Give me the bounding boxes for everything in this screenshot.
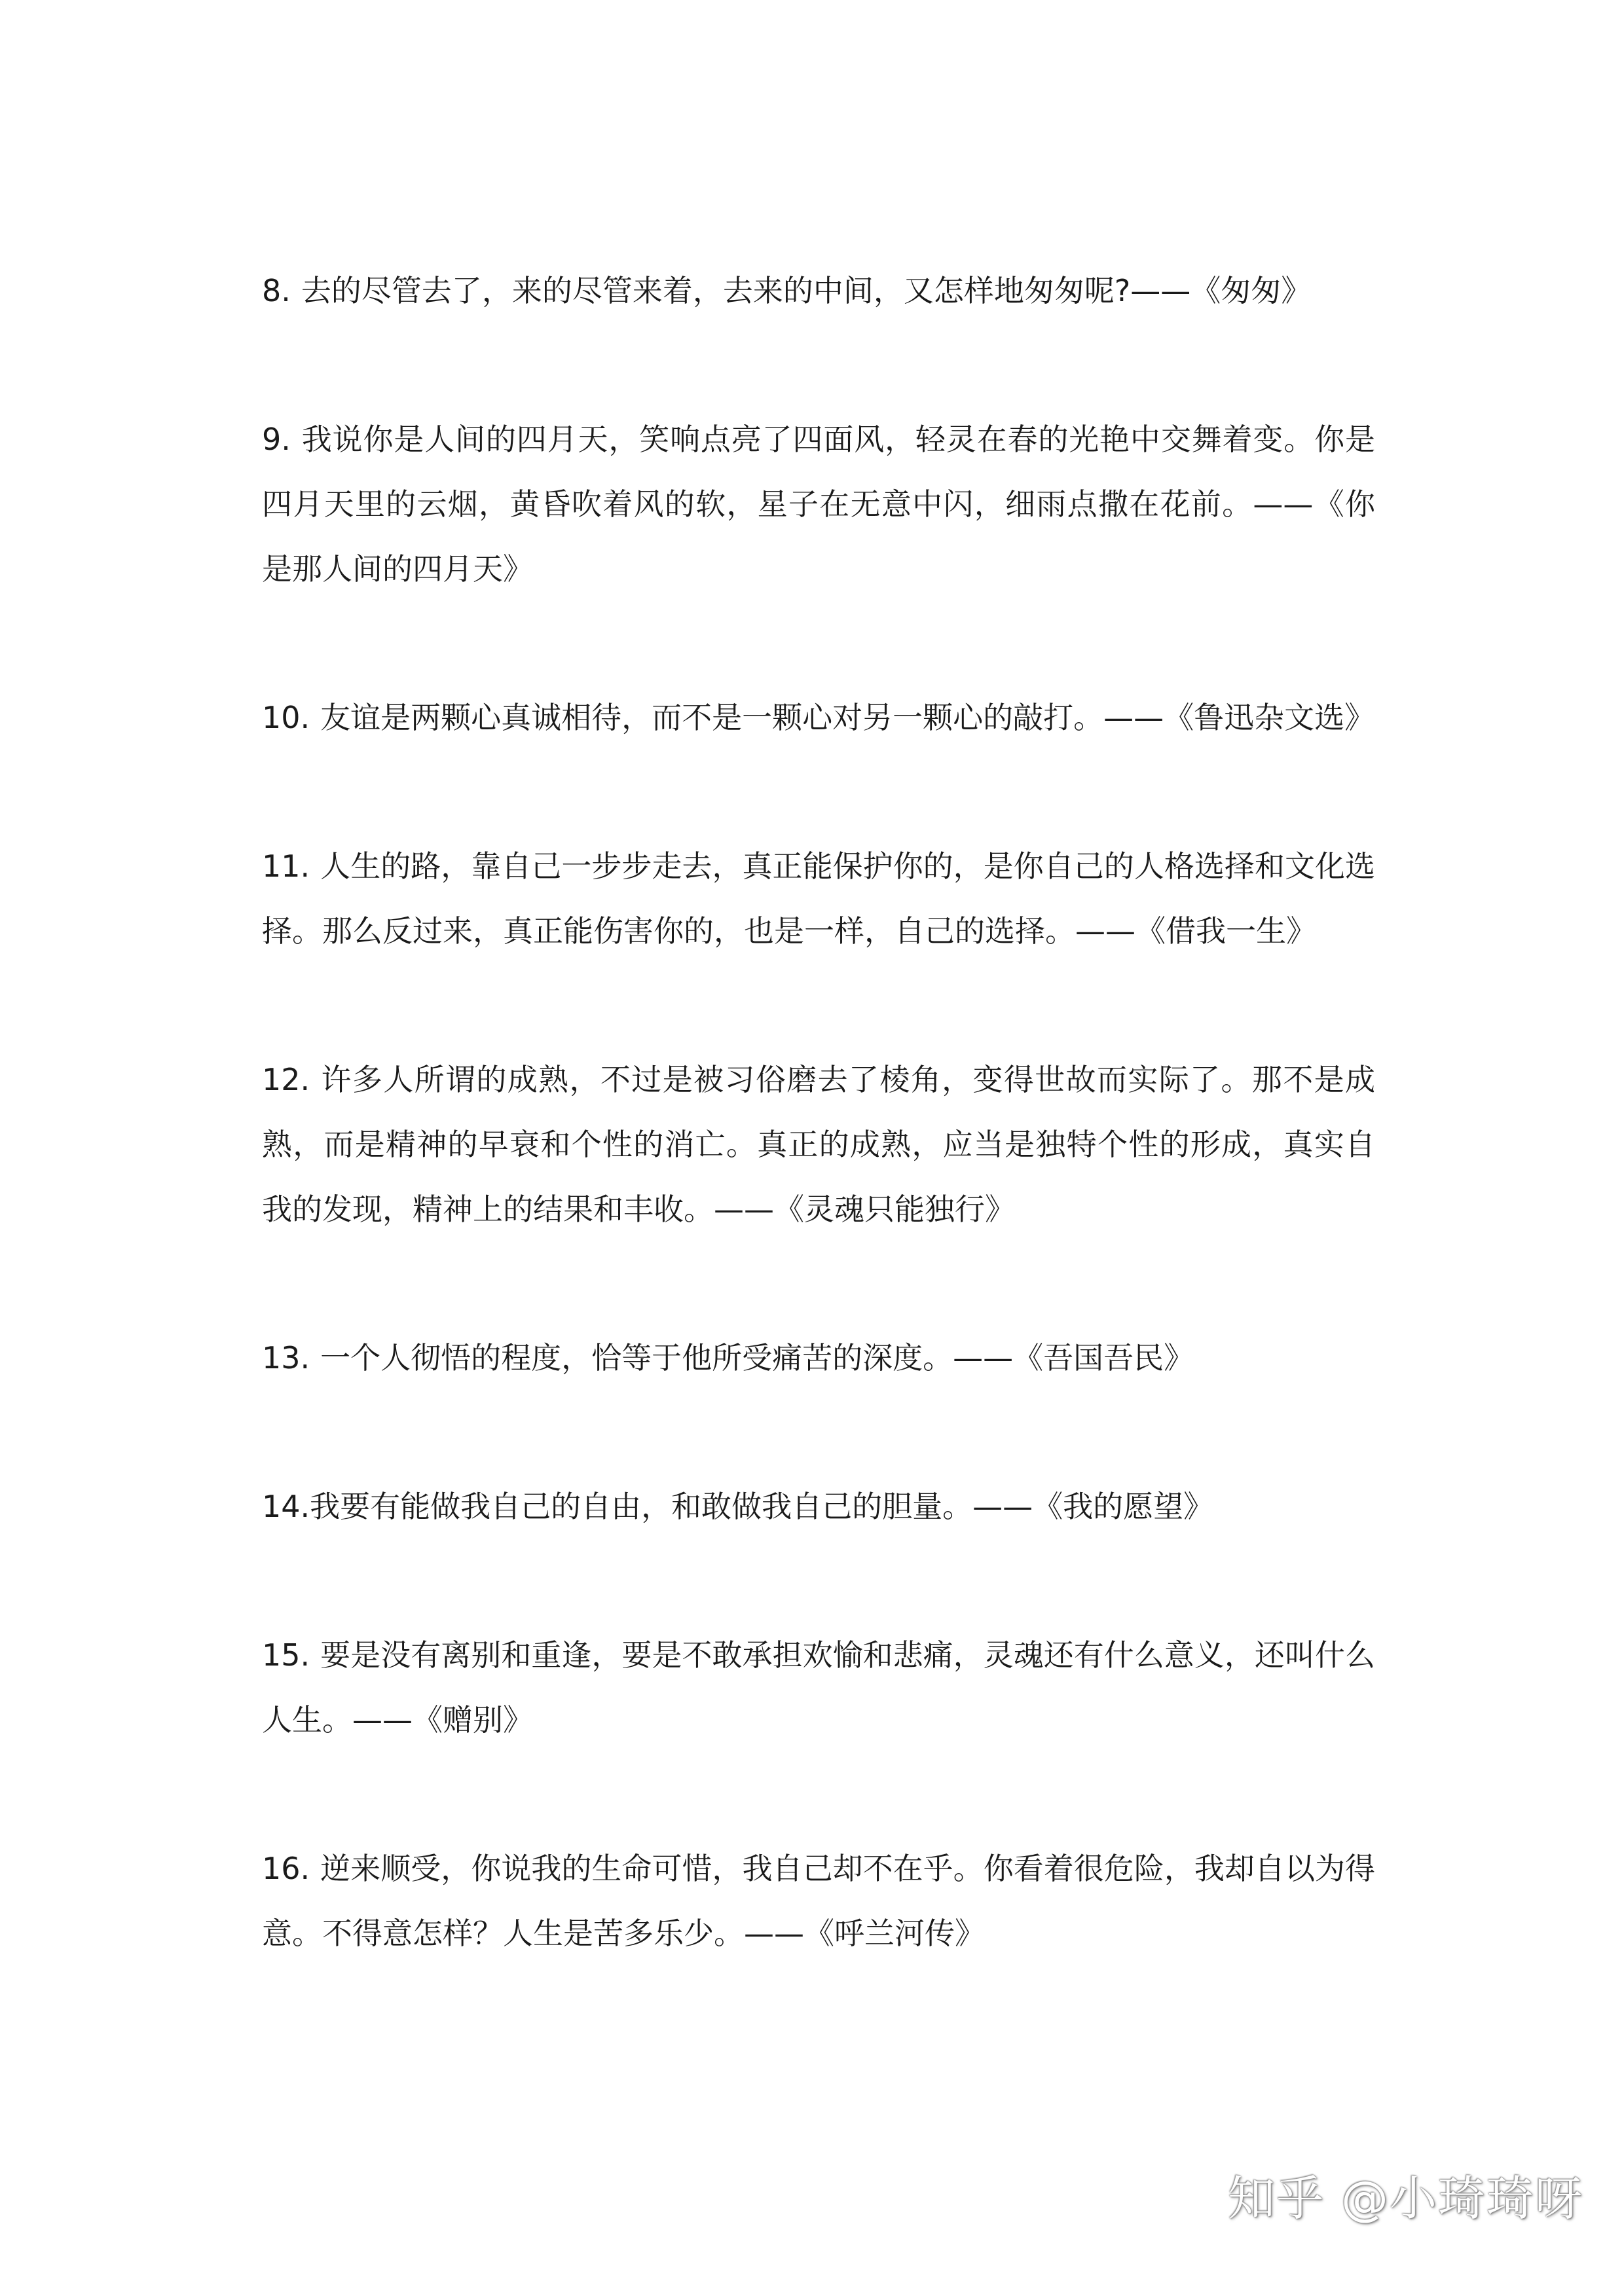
- quote-text: 人生的路，靠自己一步步走去，真正能保护你的，是你自己的人格选择和文化选择。那么反过来，真正能伤害你的，也是一样，自己的选择。——《借我一生》: [262, 848, 1375, 949]
- quote-number: 10.: [262, 700, 310, 735]
- quote-item-16: [262, 1836, 1375, 1966]
- quote-number: 15.: [262, 1637, 310, 1673]
- quote-item-14: [262, 1474, 1375, 1539]
- quote-number: 16.: [262, 1851, 310, 1886]
- zhihu-watermark: 知乎 @小琦琦呀: [1228, 2171, 1583, 2226]
- quote-list: [262, 259, 1375, 2050]
- quote-text: 我要有能做我自己的自由，和敢做我自己的胆量。——《我的愿望》: [310, 1489, 1214, 1524]
- quote-text: 逆来顺受，你说我的生命可惜，我自己却不在乎。你看着很危险，我却自以为得意。不得意怎样？人生是苦多乐少。——《呼兰河传》: [262, 1851, 1375, 1951]
- quote-text: 友谊是两颗心真诚相待，而不是一颗心对另一颗心的敲打。——《鲁迅杂文选》: [320, 700, 1375, 735]
- quote-item-15: [262, 1623, 1375, 1753]
- quote-item-8: [262, 259, 1375, 323]
- quote-text: 我说你是人间的四月天，笑响点亮了四面风，轻灵在春的光艳中交舞着变。你是四月天里的云烟，黄昏吹着风的软，星子在无意中闪，细雨点撒在花前。——《你是那人间的四月天》: [262, 422, 1375, 587]
- quote-number: 14.: [262, 1489, 310, 1524]
- quote-number: 13.: [262, 1340, 310, 1376]
- quote-item-11: [262, 834, 1375, 964]
- quote-text: 去的尽管去了，来的尽管来着，去来的中间，又怎样地匆匆呢?——《匆匆》: [301, 273, 1312, 308]
- quote-item-9: [262, 407, 1375, 602]
- quote-number: 11.: [262, 848, 310, 884]
- quote-text: 许多人所谓的成熟，不过是被习俗磨去了棱角，变得世故而实际了。那不是成熟，而是精神的早衰和个性的消亡。真正的成熟，应当是独特个性的形成，真实自我的发现，精神上的结果和丰收。——《灵魂只能独行》: [262, 1062, 1375, 1227]
- quote-item-10: [262, 685, 1375, 750]
- quote-text: 要是没有离别和重逢，要是不敢承担欢愉和悲痛，灵魂还有什么意义，还叫什么人生。——《赠别》: [262, 1637, 1375, 1738]
- quote-text: 一个人彻悟的程度，恰等于他所受痛苦的深度。——《吾国吾民》: [320, 1340, 1194, 1376]
- quote-item-13: [262, 1326, 1375, 1391]
- quote-item-12: [262, 1048, 1375, 1242]
- quote-number: 9.: [262, 422, 291, 457]
- quote-number: 12.: [262, 1062, 310, 1097]
- quote-number: 8.: [262, 273, 291, 308]
